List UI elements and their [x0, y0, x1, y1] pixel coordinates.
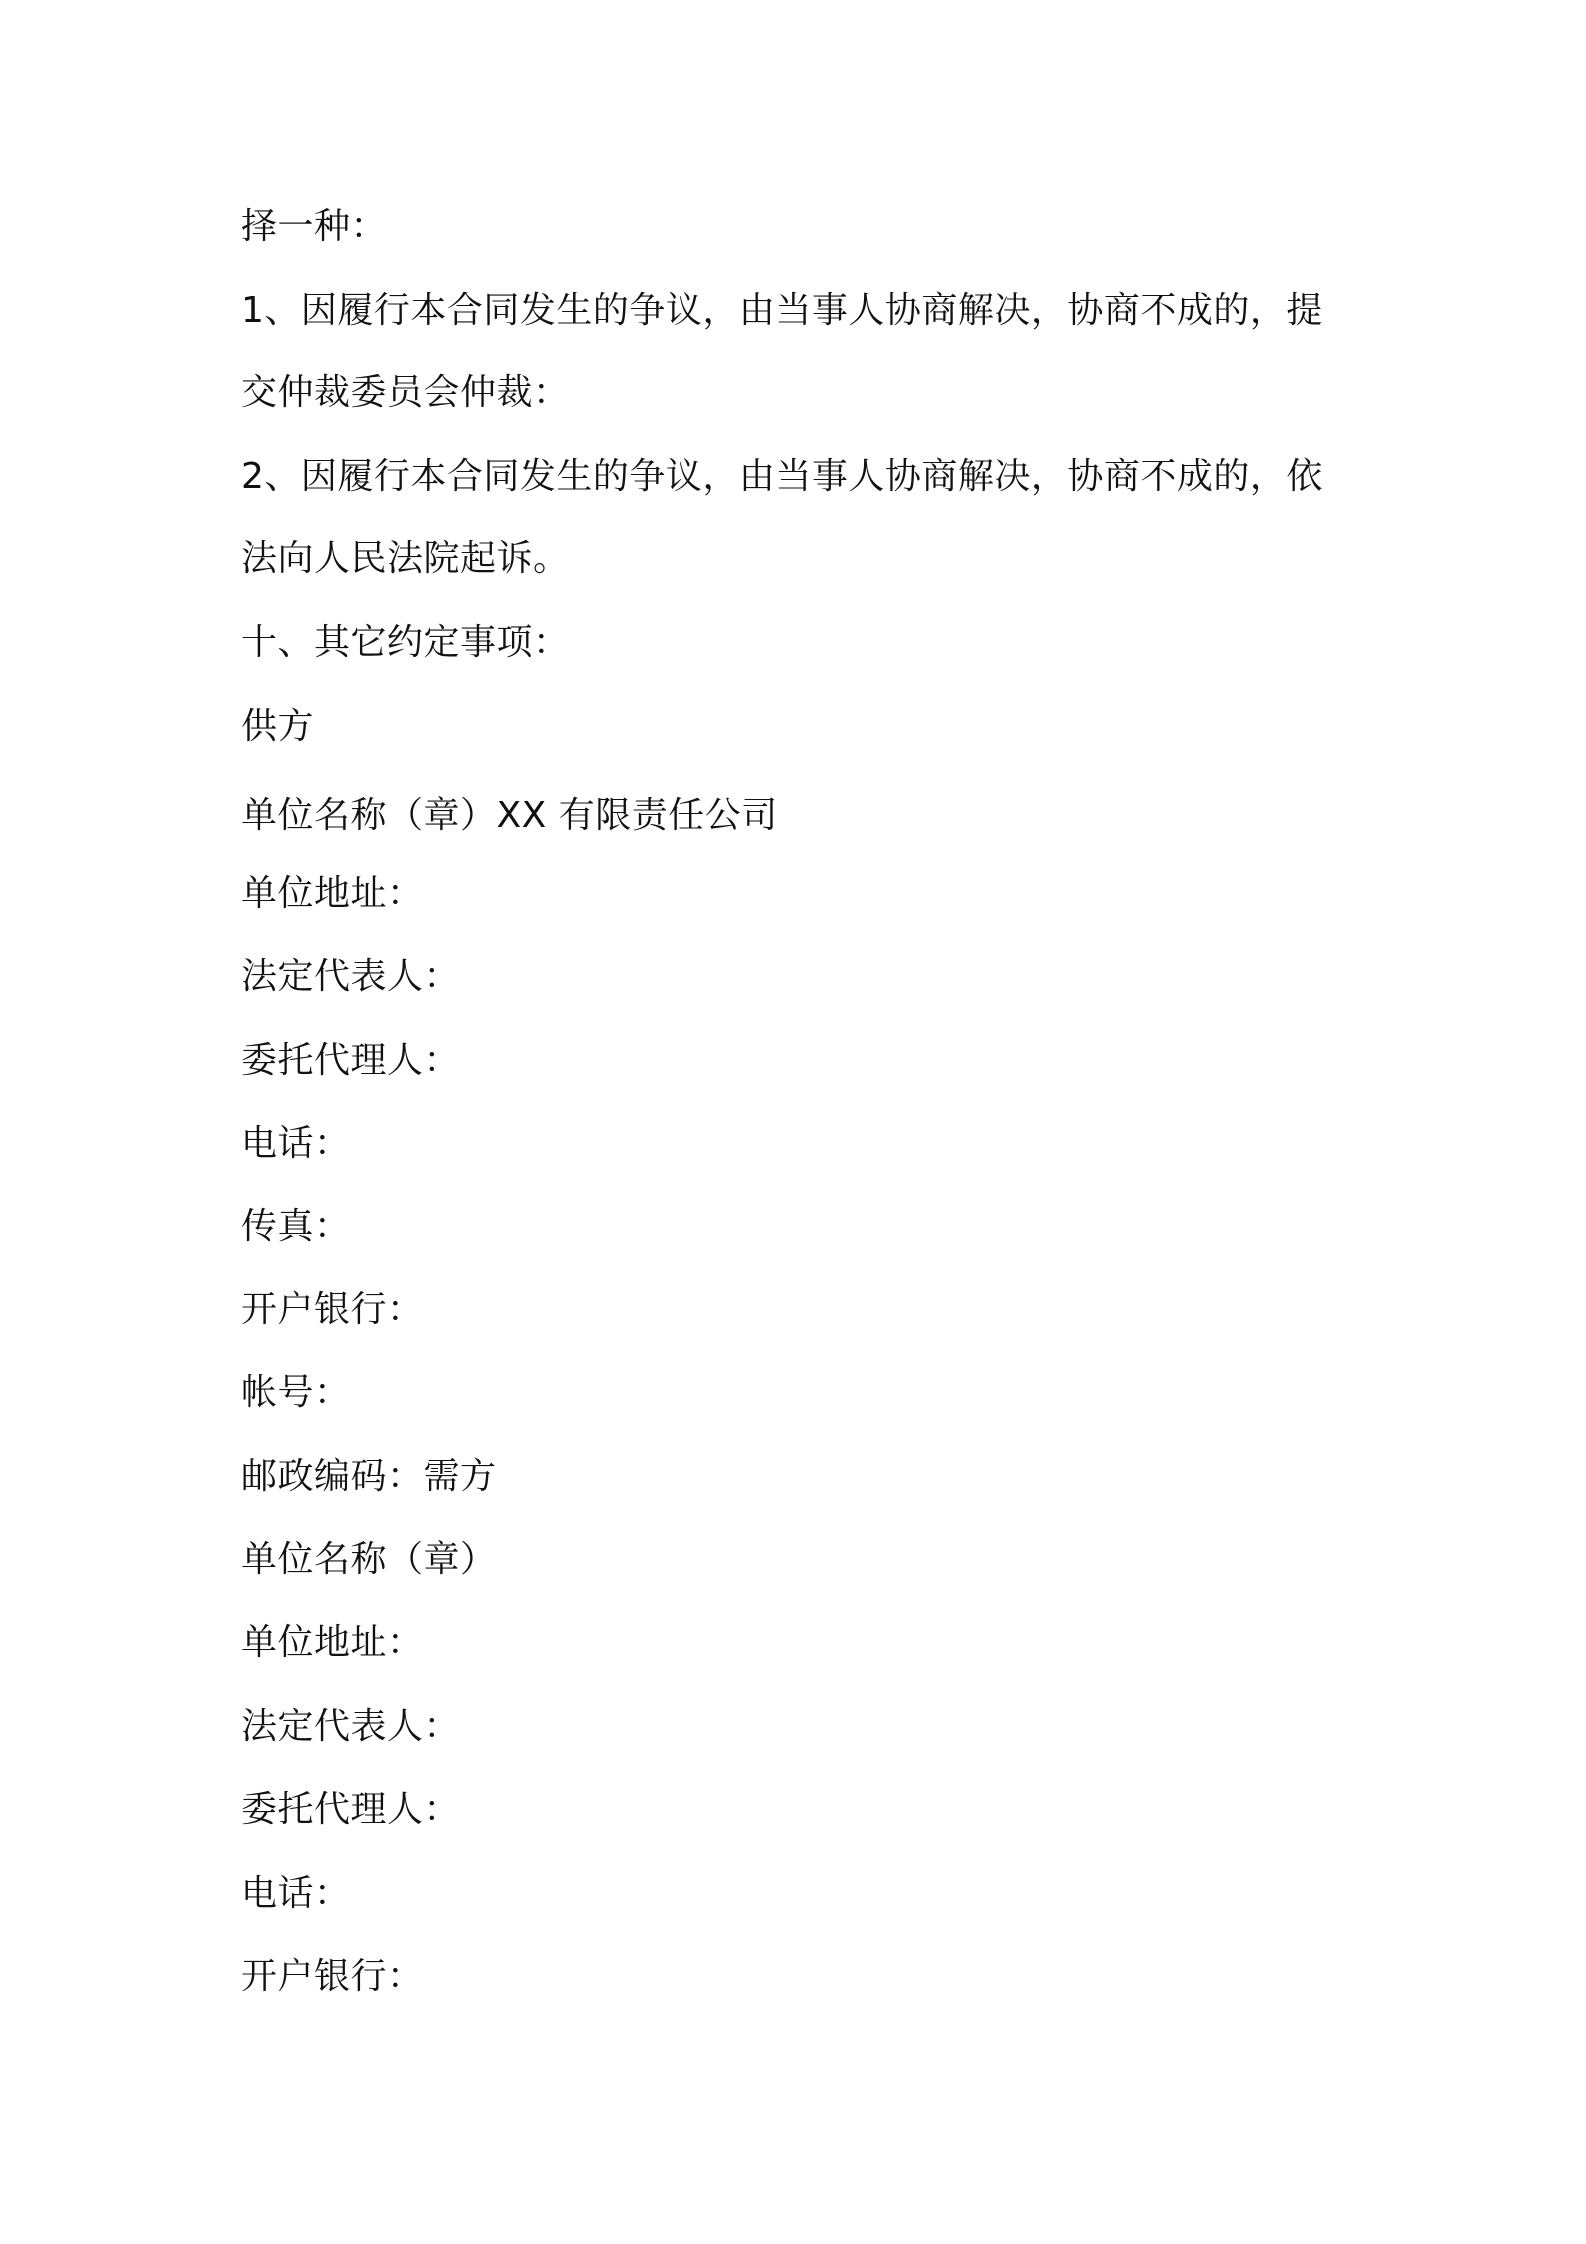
- text-line: 电话：: [241, 1123, 351, 1164]
- text-line: 1、因履行本合同发生的争议，由当事人协商解决，协商不成的，提: [241, 290, 1323, 331]
- text-line: 邮政编码：需方: [241, 1456, 497, 1497]
- text-line: 单位地址：: [241, 1622, 424, 1663]
- text-line: 开户银行：: [241, 1956, 424, 1997]
- text-line: 法向人民法院起诉。: [241, 538, 570, 579]
- section-heading: 十、其它约定事项：: [241, 622, 570, 663]
- text-line: 2、因履行本合同发生的争议，由当事人协商解决，协商不成的，依: [241, 456, 1323, 497]
- text-line: 传真：: [241, 1206, 351, 1247]
- text-line: 法定代表人：: [241, 1706, 461, 1747]
- text-line: 委托代理人：: [241, 1040, 461, 1081]
- text-line: 交仲裁委员会仲裁：: [241, 372, 570, 413]
- text-line: 单位地址：: [241, 873, 424, 914]
- text-line: 开户银行：: [241, 1289, 424, 1330]
- party-label: 供方: [241, 706, 315, 747]
- text-line: 单位名称（章）: [241, 1539, 497, 1580]
- text-line: 委托代理人：: [241, 1789, 461, 1830]
- text-line: 电话：: [241, 1873, 351, 1914]
- text-line: 单位名称（章）XX 有限责任公司: [241, 795, 778, 836]
- text-line: 择一种：: [241, 206, 388, 247]
- text-line: 帐号：: [241, 1372, 351, 1413]
- text-line: 法定代表人：: [241, 956, 461, 997]
